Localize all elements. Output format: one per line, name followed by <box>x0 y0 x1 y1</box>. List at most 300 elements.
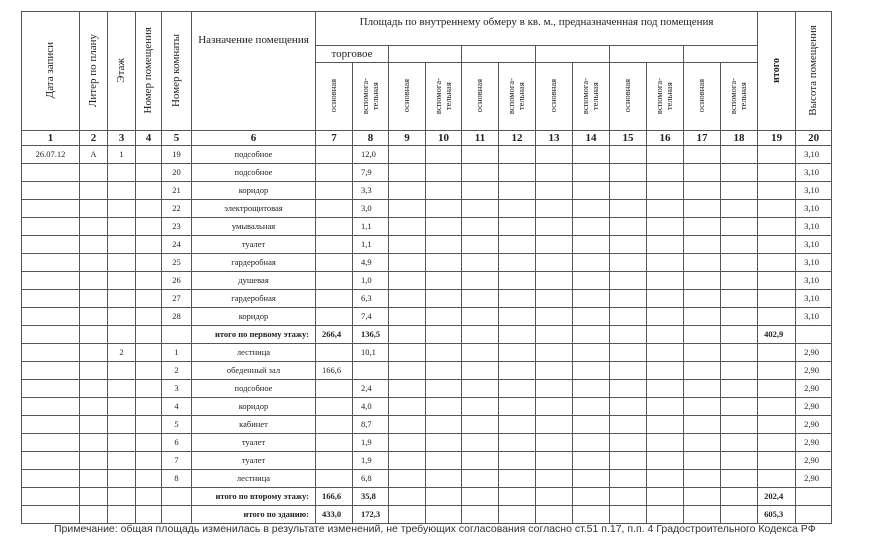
cell-empty <box>684 146 721 164</box>
cell-main-area <box>316 344 353 362</box>
cell-premise <box>136 146 162 164</box>
column-number: 5 <box>162 131 192 146</box>
cell-empty <box>462 326 499 344</box>
cell-empty <box>610 416 647 434</box>
cell-aux-area: 6,3 <box>353 290 389 308</box>
table-row <box>22 434 832 452</box>
cell-premise <box>136 218 162 236</box>
cell-empty <box>499 488 536 506</box>
cell-empty <box>462 254 499 272</box>
cell-total <box>758 344 796 362</box>
cell-aux-area: 1,9 <box>353 452 389 470</box>
cell-empty <box>647 254 684 272</box>
header-group-6 <box>684 46 758 63</box>
cell-liter <box>80 272 108 290</box>
cell-empty <box>573 218 610 236</box>
cell-main-area <box>316 380 353 398</box>
cell-liter <box>80 254 108 272</box>
cell-empty <box>426 326 462 344</box>
cell-date <box>22 182 80 200</box>
cell-empty <box>499 470 536 488</box>
cell-empty <box>499 452 536 470</box>
cell-empty <box>499 254 536 272</box>
cell-empty <box>536 200 573 218</box>
cell-empty <box>684 362 721 380</box>
cell-total <box>758 452 796 470</box>
cell-floor <box>108 218 136 236</box>
cell-premise <box>136 398 162 416</box>
cell-aux-area: 6,8 <box>353 470 389 488</box>
column-number: 1 <box>22 131 80 146</box>
cell-height: 3,10 <box>796 182 832 200</box>
cell-premise <box>136 506 162 524</box>
cell-aux-area: 1,0 <box>353 272 389 290</box>
header-main-area: основная <box>389 63 426 131</box>
cell-empty <box>536 272 573 290</box>
column-number: 12 <box>499 131 536 146</box>
header-main-area: основная <box>610 63 647 131</box>
cell-empty <box>389 182 426 200</box>
table-row <box>22 272 832 290</box>
cell-empty <box>536 146 573 164</box>
cell-total <box>758 416 796 434</box>
subtotal-row <box>22 506 832 524</box>
header-main-area: основная <box>316 63 353 131</box>
cell-aux-area: 136,5 <box>353 326 389 344</box>
cell-empty <box>721 452 758 470</box>
cell-empty <box>462 434 499 452</box>
cell-empty <box>426 182 462 200</box>
cell-purpose: подсобное <box>192 380 316 398</box>
cell-empty <box>536 236 573 254</box>
header-total: итого <box>758 12 796 131</box>
header-purpose: Назначение помещения <box>192 12 316 131</box>
cell-total <box>758 236 796 254</box>
cell-empty <box>426 200 462 218</box>
cell-height <box>796 506 832 524</box>
cell-liter <box>80 488 108 506</box>
cell-empty <box>647 164 684 182</box>
cell-date <box>22 470 80 488</box>
subtotal-row <box>22 488 832 506</box>
cell-empty <box>536 398 573 416</box>
cell-liter <box>80 326 108 344</box>
cell-empty <box>610 380 647 398</box>
cell-empty <box>426 380 462 398</box>
table-row <box>22 362 832 380</box>
cell-empty <box>684 470 721 488</box>
cell-total <box>758 146 796 164</box>
cell-liter <box>80 470 108 488</box>
cell-empty <box>647 236 684 254</box>
cell-empty <box>647 182 684 200</box>
cell-empty <box>389 146 426 164</box>
cell-date <box>22 254 80 272</box>
cell-floor <box>108 416 136 434</box>
cell-main-area <box>316 398 353 416</box>
cell-empty <box>647 200 684 218</box>
cell-empty <box>684 452 721 470</box>
header-aux-area: вспомога- тельная <box>647 63 684 131</box>
cell-empty <box>721 488 758 506</box>
cell-empty <box>721 200 758 218</box>
cell-height <box>796 326 832 344</box>
column-number: 10 <box>426 131 462 146</box>
footnote: Примечание: общая площадь изменилась в результате изменений, не требующих согласования согласно ст.51 п.17, п.п. 4 Градостроительного Кодекса РФ <box>54 523 816 535</box>
cell-empty <box>684 236 721 254</box>
cell-height: 3,10 <box>796 254 832 272</box>
column-number: 15 <box>610 131 647 146</box>
cell-height: 3,10 <box>796 272 832 290</box>
cell-empty <box>389 344 426 362</box>
table-row <box>22 182 832 200</box>
cell-empty <box>499 362 536 380</box>
cell-empty <box>610 326 647 344</box>
cell-empty <box>573 164 610 182</box>
cell-premise <box>136 290 162 308</box>
cell-empty <box>389 488 426 506</box>
cell-empty <box>684 416 721 434</box>
cell-empty <box>684 344 721 362</box>
cell-empty <box>721 146 758 164</box>
cell-empty <box>426 272 462 290</box>
cell-purpose: итого по зданию: <box>192 506 316 524</box>
header-aux-area: вспомога- тельная <box>721 63 758 131</box>
cell-height: 2,90 <box>796 362 832 380</box>
cell-empty <box>499 182 536 200</box>
cell-height: 2,90 <box>796 380 832 398</box>
cell-empty <box>389 308 426 326</box>
cell-empty <box>573 182 610 200</box>
cell-empty <box>426 470 462 488</box>
header-main-area: основная <box>462 63 499 131</box>
cell-date <box>22 308 80 326</box>
cell-empty <box>536 254 573 272</box>
header-area-title: Площадь по внутреннему обмеру в кв. м., предназначенная под помещения <box>316 12 758 46</box>
table-row <box>22 380 832 398</box>
cell-total <box>758 308 796 326</box>
cell-height: 3,10 <box>796 290 832 308</box>
cell-empty <box>426 146 462 164</box>
header-aux-area: вспомога- тельная <box>573 63 610 131</box>
cell-liter <box>80 218 108 236</box>
cell-height: 3,10 <box>796 236 832 254</box>
cell-main-area <box>316 290 353 308</box>
cell-height: 3,10 <box>796 164 832 182</box>
cell-empty <box>426 398 462 416</box>
cell-aux-area: 4,0 <box>353 398 389 416</box>
cell-empty <box>721 236 758 254</box>
cell-empty <box>721 308 758 326</box>
cell-total <box>758 164 796 182</box>
cell-premise <box>136 182 162 200</box>
cell-empty <box>610 200 647 218</box>
cell-total <box>758 434 796 452</box>
cell-floor <box>108 470 136 488</box>
table-row <box>22 398 832 416</box>
inventory-table <box>21 11 832 524</box>
column-number: 2 <box>80 131 108 146</box>
cell-empty <box>573 326 610 344</box>
cell-empty <box>499 200 536 218</box>
cell-empty <box>389 416 426 434</box>
header-trade: торговое <box>316 46 389 63</box>
cell-empty <box>426 506 462 524</box>
cell-empty <box>610 272 647 290</box>
cell-empty <box>610 218 647 236</box>
cell-empty <box>647 218 684 236</box>
cell-date <box>22 362 80 380</box>
table-row <box>22 344 832 362</box>
cell-total: 605,3 <box>758 506 796 524</box>
table-row <box>22 308 832 326</box>
cell-total <box>758 380 796 398</box>
cell-empty <box>536 470 573 488</box>
cell-purpose: кабинет <box>192 416 316 434</box>
cell-empty <box>499 398 536 416</box>
cell-liter <box>80 164 108 182</box>
cell-total <box>758 290 796 308</box>
cell-total <box>758 362 796 380</box>
cell-floor <box>108 254 136 272</box>
cell-empty <box>499 344 536 362</box>
cell-empty <box>721 344 758 362</box>
cell-purpose: подсобное <box>192 164 316 182</box>
cell-floor <box>108 164 136 182</box>
column-number: 17 <box>684 131 721 146</box>
cell-liter <box>80 380 108 398</box>
cell-room: 1 <box>162 344 192 362</box>
cell-premise <box>136 380 162 398</box>
cell-empty <box>684 434 721 452</box>
cell-floor <box>108 308 136 326</box>
cell-empty <box>389 272 426 290</box>
cell-empty <box>462 452 499 470</box>
cell-empty <box>684 380 721 398</box>
cell-empty <box>573 488 610 506</box>
cell-main-area <box>316 470 353 488</box>
cell-empty <box>684 182 721 200</box>
cell-empty <box>721 362 758 380</box>
cell-empty <box>684 164 721 182</box>
header-height: Высота помещения <box>796 12 832 131</box>
cell-empty <box>573 398 610 416</box>
cell-room: 28 <box>162 308 192 326</box>
cell-empty <box>389 506 426 524</box>
cell-empty <box>536 416 573 434</box>
cell-empty <box>610 164 647 182</box>
cell-date <box>22 344 80 362</box>
cell-purpose: обеденный зал <box>192 362 316 380</box>
cell-height: 3,10 <box>796 200 832 218</box>
header-liter: Литер по плану <box>80 12 108 131</box>
cell-empty <box>647 362 684 380</box>
cell-empty <box>389 254 426 272</box>
cell-room: 7 <box>162 452 192 470</box>
cell-total <box>758 182 796 200</box>
cell-empty <box>647 380 684 398</box>
cell-purpose: коридор <box>192 398 316 416</box>
cell-empty <box>721 506 758 524</box>
cell-total <box>758 254 796 272</box>
cell-empty <box>426 164 462 182</box>
cell-empty <box>426 488 462 506</box>
cell-main-area: 266,4 <box>316 326 353 344</box>
cell-liter: А <box>80 146 108 164</box>
column-number: 3 <box>108 131 136 146</box>
cell-empty <box>462 290 499 308</box>
cell-empty <box>389 326 426 344</box>
cell-empty <box>647 398 684 416</box>
cell-empty <box>573 344 610 362</box>
cell-empty <box>573 362 610 380</box>
table-row <box>22 236 832 254</box>
cell-room <box>162 326 192 344</box>
cell-main-area <box>316 416 353 434</box>
cell-empty <box>426 452 462 470</box>
cell-empty <box>536 452 573 470</box>
cell-empty <box>426 254 462 272</box>
header-floor: Этаж <box>108 12 136 131</box>
cell-empty <box>573 236 610 254</box>
cell-empty <box>536 344 573 362</box>
cell-empty <box>462 200 499 218</box>
cell-main-area: 433,0 <box>316 506 353 524</box>
cell-date <box>22 272 80 290</box>
cell-empty <box>499 146 536 164</box>
cell-empty <box>610 308 647 326</box>
cell-height: 2,90 <box>796 470 832 488</box>
cell-room: 5 <box>162 416 192 434</box>
cell-purpose: подсобное <box>192 146 316 164</box>
cell-date <box>22 164 80 182</box>
cell-liter <box>80 506 108 524</box>
column-number: 13 <box>536 131 573 146</box>
cell-floor <box>108 200 136 218</box>
cell-empty <box>573 380 610 398</box>
cell-empty <box>610 344 647 362</box>
cell-aux-area: 12,0 <box>353 146 389 164</box>
cell-empty <box>499 164 536 182</box>
cell-total <box>758 200 796 218</box>
cell-aux-area: 1,1 <box>353 218 389 236</box>
cell-empty <box>426 290 462 308</box>
cell-main-area: 166,6 <box>316 362 353 380</box>
cell-aux-area: 1,1 <box>353 236 389 254</box>
cell-empty <box>389 200 426 218</box>
cell-empty <box>499 416 536 434</box>
table-row <box>22 218 832 236</box>
cell-height: 2,90 <box>796 398 832 416</box>
cell-main-area <box>316 164 353 182</box>
header-premise-number: Номер помещения <box>136 12 162 131</box>
cell-empty <box>721 290 758 308</box>
cell-floor <box>108 434 136 452</box>
cell-main-area <box>316 146 353 164</box>
cell-height: 2,90 <box>796 344 832 362</box>
cell-empty <box>536 290 573 308</box>
cell-empty <box>647 416 684 434</box>
cell-empty <box>462 272 499 290</box>
cell-empty <box>610 506 647 524</box>
cell-floor <box>108 182 136 200</box>
cell-empty <box>499 272 536 290</box>
cell-date <box>22 452 80 470</box>
cell-room: 3 <box>162 380 192 398</box>
cell-floor <box>108 362 136 380</box>
cell-date <box>22 326 80 344</box>
cell-empty <box>610 146 647 164</box>
cell-room: 6 <box>162 434 192 452</box>
cell-floor <box>108 290 136 308</box>
cell-purpose: лестница <box>192 344 316 362</box>
cell-empty <box>573 272 610 290</box>
cell-empty <box>647 344 684 362</box>
table-row <box>22 290 832 308</box>
cell-empty <box>684 326 721 344</box>
cell-empty <box>536 182 573 200</box>
cell-empty <box>684 398 721 416</box>
cell-empty <box>389 434 426 452</box>
cell-empty <box>721 380 758 398</box>
cell-empty <box>389 290 426 308</box>
cell-empty <box>499 506 536 524</box>
cell-purpose: туалет <box>192 452 316 470</box>
cell-height: 3,10 <box>796 146 832 164</box>
column-number-row <box>22 131 832 146</box>
cell-date <box>22 236 80 254</box>
cell-main-area: 166,6 <box>316 488 353 506</box>
column-number: 6 <box>192 131 316 146</box>
cell-premise <box>136 326 162 344</box>
cell-floor <box>108 488 136 506</box>
cell-main-area <box>316 434 353 452</box>
cell-empty <box>389 380 426 398</box>
cell-empty <box>426 416 462 434</box>
cell-empty <box>684 272 721 290</box>
cell-height: 2,90 <box>796 452 832 470</box>
cell-purpose: гардеробная <box>192 290 316 308</box>
cell-empty <box>536 488 573 506</box>
cell-room: 25 <box>162 254 192 272</box>
cell-empty <box>573 470 610 488</box>
cell-empty <box>647 434 684 452</box>
cell-main-area <box>316 218 353 236</box>
cell-room: 20 <box>162 164 192 182</box>
cell-empty <box>462 236 499 254</box>
column-number: 8 <box>353 131 389 146</box>
cell-date <box>22 200 80 218</box>
column-number: 16 <box>647 131 684 146</box>
cell-empty <box>684 200 721 218</box>
header-main-area: основная <box>684 63 721 131</box>
cell-empty <box>573 200 610 218</box>
cell-empty <box>721 434 758 452</box>
cell-aux-area: 7,4 <box>353 308 389 326</box>
cell-aux-area: 35,8 <box>353 488 389 506</box>
cell-date <box>22 416 80 434</box>
cell-empty <box>536 218 573 236</box>
header-aux-area: вспомога- тельная <box>353 63 389 131</box>
cell-main-area <box>316 254 353 272</box>
cell-empty <box>462 470 499 488</box>
cell-purpose: итого по второму этажу: <box>192 488 316 506</box>
cell-date: 26.07.12 <box>22 146 80 164</box>
cell-empty <box>499 326 536 344</box>
table-row <box>22 200 832 218</box>
cell-empty <box>573 254 610 272</box>
cell-empty <box>573 146 610 164</box>
